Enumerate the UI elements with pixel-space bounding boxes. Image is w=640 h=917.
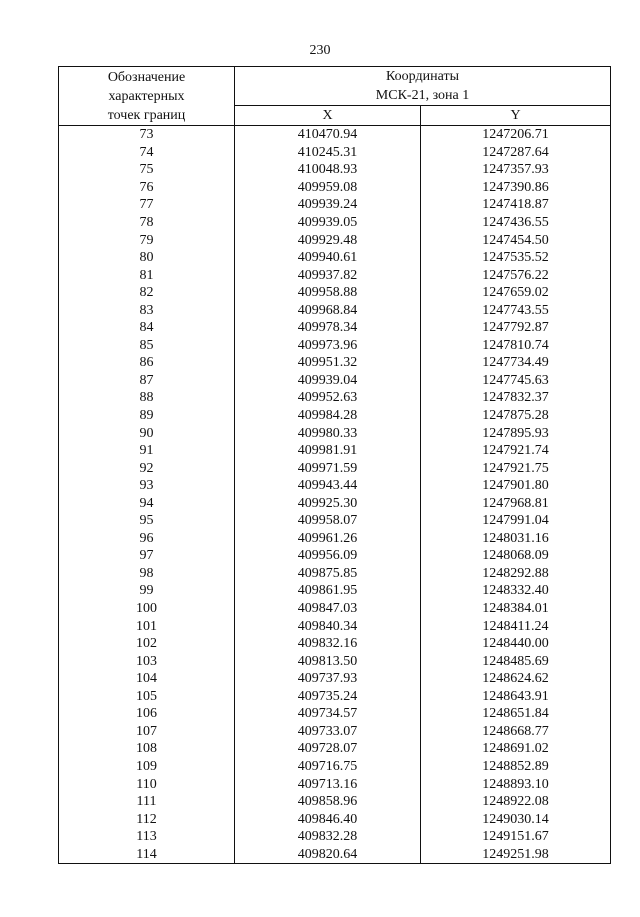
table-row [59,477,611,495]
x-cell: 409940.61 [235,249,421,267]
point-cell: 78 [59,214,235,232]
table-row [59,547,611,565]
table-row [59,494,611,512]
x-cell: 409716.75 [235,758,421,776]
x-cell: 409951.32 [235,354,421,372]
y-cell: 1247968.81 [421,494,611,512]
x-cell: 409939.04 [235,372,421,390]
x-cell: 409984.28 [235,407,421,425]
table-body [59,126,611,864]
point-cell: 85 [59,337,235,355]
table-row [59,635,611,653]
table-row [59,845,611,863]
point-cell: 104 [59,670,235,688]
x-cell: 409925.30 [235,494,421,512]
point-cell: 88 [59,389,235,407]
x-cell: 409981.91 [235,442,421,460]
table-row [59,617,611,635]
x-cell: 409956.09 [235,547,421,565]
point-cell: 101 [59,617,235,635]
point-cell: 96 [59,530,235,548]
table-row [59,652,611,670]
coordinates-header [235,67,611,106]
table-row [59,424,611,442]
y-cell: 1249251.98 [421,845,611,863]
y-cell: 1247206.71 [421,126,611,144]
x-cell: 409737.93 [235,670,421,688]
y-cell: 1247792.87 [421,319,611,337]
coordinates-header-line: Координаты [386,69,459,84]
point-cell: 99 [59,582,235,600]
point-cell: 81 [59,266,235,284]
y-cell: 1248440.00 [421,635,611,653]
table-row [59,301,611,319]
table-row [59,389,611,407]
designation-header [59,67,235,126]
y-cell: 1249030.14 [421,810,611,828]
y-cell: 1249151.67 [421,828,611,846]
y-cell: 1248922.08 [421,793,611,811]
table-row [59,319,611,337]
table-row [59,723,611,741]
table-row [59,179,611,197]
table-row [59,196,611,214]
x-cell: 409813.50 [235,652,421,670]
x-cell: 409846.40 [235,810,421,828]
table-row [59,688,611,706]
page-number: 230 [309,43,331,58]
table-row [59,600,611,618]
point-cell: 113 [59,828,235,846]
y-cell: 1248332.40 [421,582,611,600]
point-cell: 105 [59,688,235,706]
x-cell: 409939.05 [235,214,421,232]
x-cell: 409735.24 [235,688,421,706]
table-row [59,214,611,232]
y-column-header: Y [421,106,611,126]
x-cell: 409943.44 [235,477,421,495]
x-cell: 409978.34 [235,319,421,337]
point-cell: 107 [59,723,235,741]
x-cell: 410048.93 [235,161,421,179]
point-cell: 90 [59,424,235,442]
point-cell: 91 [59,442,235,460]
designation-header-line: Обозначение [107,69,186,85]
y-cell: 1248068.09 [421,547,611,565]
table-row [59,758,611,776]
table-row [59,126,611,144]
y-cell: 1247659.02 [421,284,611,302]
point-cell: 89 [59,407,235,425]
table-row [59,670,611,688]
x-cell: 409973.96 [235,337,421,355]
point-cell: 100 [59,600,235,618]
y-cell: 1247576.22 [421,266,611,284]
point-cell: 95 [59,512,235,530]
table-row [59,582,611,600]
point-cell: 92 [59,459,235,477]
table-row [59,231,611,249]
x-cell: 409858.96 [235,793,421,811]
table-row [59,407,611,425]
point-cell: 84 [59,319,235,337]
point-cell: 76 [59,179,235,197]
coordinates-header-line: МСК-21, зона 1 [375,88,470,103]
table-row [59,530,611,548]
point-cell: 74 [59,144,235,162]
y-cell: 1248852.89 [421,758,611,776]
x-cell: 409968.84 [235,301,421,319]
table-row [59,354,611,372]
x-cell: 409980.33 [235,424,421,442]
x-cell: 409958.88 [235,284,421,302]
y-cell: 1247875.28 [421,407,611,425]
y-cell: 1248651.84 [421,705,611,723]
y-cell: 1247436.55 [421,214,611,232]
point-cell: 73 [59,126,235,144]
x-cell: 409861.95 [235,582,421,600]
x-cell: 409952.63 [235,389,421,407]
y-cell: 1248411.24 [421,617,611,635]
x-cell: 409840.34 [235,617,421,635]
designation-header-line: точек границ [107,107,186,123]
x-cell: 409939.24 [235,196,421,214]
coordinates-table [58,66,611,864]
y-cell: 1247357.93 [421,161,611,179]
point-cell: 114 [59,845,235,863]
point-cell: 87 [59,372,235,390]
x-cell: 409929.48 [235,231,421,249]
point-cell: 111 [59,793,235,811]
y-cell: 1248691.02 [421,740,611,758]
x-cell: 409961.26 [235,530,421,548]
x-cell: 410245.31 [235,144,421,162]
point-cell: 75 [59,161,235,179]
y-cell: 1247454.50 [421,231,611,249]
table-row [59,372,611,390]
point-cell: 93 [59,477,235,495]
x-cell: 409937.82 [235,266,421,284]
y-cell: 1248031.16 [421,530,611,548]
y-cell: 1247734.49 [421,354,611,372]
table-row [59,144,611,162]
y-cell: 1247991.04 [421,512,611,530]
point-cell: 97 [59,547,235,565]
x-cell: 409832.16 [235,635,421,653]
table-row [59,810,611,828]
point-cell: 109 [59,758,235,776]
point-cell: 110 [59,775,235,793]
y-cell: 1247418.87 [421,196,611,214]
point-cell: 77 [59,196,235,214]
y-cell: 1247921.74 [421,442,611,460]
table-row [59,459,611,477]
x-cell: 409733.07 [235,723,421,741]
x-cell: 409728.07 [235,740,421,758]
table-header [59,67,611,126]
y-cell: 1247901.80 [421,477,611,495]
table-row [59,828,611,846]
x-cell: 409875.85 [235,565,421,583]
y-cell: 1247832.37 [421,389,611,407]
x-cell: 409820.64 [235,845,421,863]
y-cell: 1248292.88 [421,565,611,583]
table-row [59,249,611,267]
x-cell: 409959.08 [235,179,421,197]
y-cell: 1248384.01 [421,600,611,618]
y-cell: 1247390.86 [421,179,611,197]
table-row [59,337,611,355]
y-cell: 1248893.10 [421,775,611,793]
point-cell: 94 [59,494,235,512]
table-row [59,565,611,583]
x-cell: 409958.07 [235,512,421,530]
table-row [59,793,611,811]
table-row [59,266,611,284]
y-cell: 1247745.63 [421,372,611,390]
y-cell: 1247921.75 [421,459,611,477]
point-cell: 86 [59,354,235,372]
point-cell: 79 [59,231,235,249]
y-cell: 1247895.93 [421,424,611,442]
point-cell: 108 [59,740,235,758]
designation-header-line: характерных [108,88,185,104]
x-cell: 410470.94 [235,126,421,144]
table-row [59,442,611,460]
y-cell: 1248668.77 [421,723,611,741]
table-row [59,161,611,179]
point-cell: 102 [59,635,235,653]
table-row [59,512,611,530]
point-cell: 82 [59,284,235,302]
y-cell: 1248485.69 [421,652,611,670]
table-row [59,740,611,758]
table-row [59,284,611,302]
x-cell: 409832.28 [235,828,421,846]
x-cell: 409734.57 [235,705,421,723]
point-cell: 80 [59,249,235,267]
y-cell: 1247535.52 [421,249,611,267]
x-cell: 409971.59 [235,459,421,477]
x-cell: 409847.03 [235,600,421,618]
y-cell: 1248643.91 [421,688,611,706]
point-cell: 112 [59,810,235,828]
x-column-header: X [235,106,421,126]
point-cell: 83 [59,301,235,319]
point-cell: 106 [59,705,235,723]
table-row [59,705,611,723]
table-row [59,775,611,793]
y-cell: 1247810.74 [421,337,611,355]
y-cell: 1247287.64 [421,144,611,162]
point-cell: 103 [59,652,235,670]
y-cell: 1248624.62 [421,670,611,688]
x-cell: 409713.16 [235,775,421,793]
point-cell: 98 [59,565,235,583]
y-cell: 1247743.55 [421,301,611,319]
